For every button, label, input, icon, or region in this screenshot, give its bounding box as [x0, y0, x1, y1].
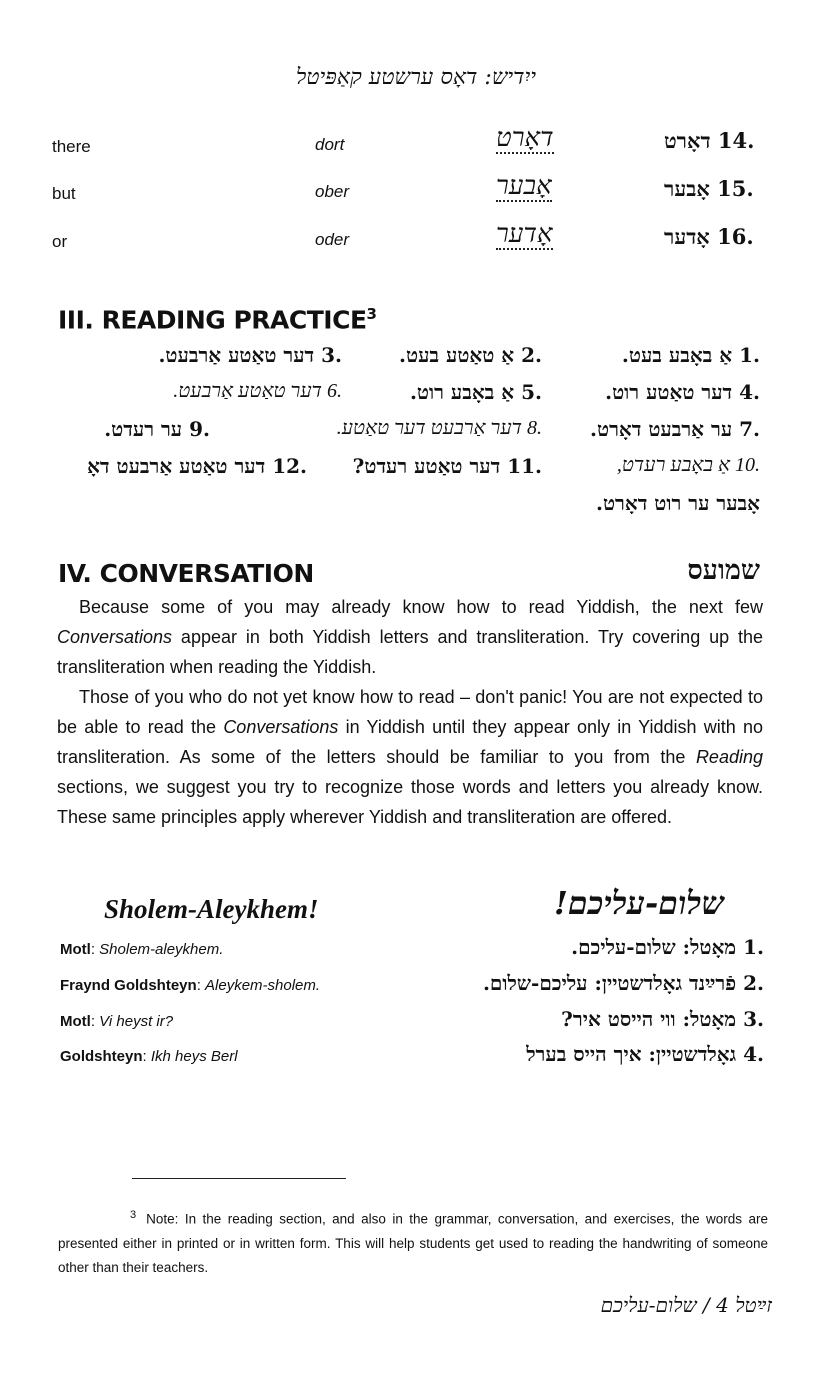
- dialogue-line-hebrew: .2 פֿרײַנד גאָלדשטיין: עליכם-שלום.: [482, 971, 764, 995]
- dialogue-line-hebrew: .1 מאָטל: שלום-עליכם.: [571, 935, 764, 959]
- vocab-english: or: [52, 232, 68, 251]
- reading-item: .11 דער טאַטע רעדט?: [352, 454, 542, 478]
- vocab-translit: oder: [315, 230, 350, 249]
- reading-item-handwritten: .10 אַ באָבע רעדט,: [616, 454, 760, 476]
- vocab-translit: ober: [315, 182, 350, 201]
- conversation-title: IV. CONVERSATION: [58, 559, 314, 588]
- conversation-hebrew-title: שמועס: [687, 555, 760, 586]
- vocab-english: but: [52, 184, 76, 203]
- dialogue-line-hebrew: .3 מאָטל: ווי הייסט איר?: [561, 1007, 764, 1031]
- dialogue-line-english: Motl: Sholem-aleykhem.: [60, 941, 224, 958]
- reading-item: .9 ער רעדט.: [104, 417, 210, 441]
- vocab-script: אָדער: [496, 219, 553, 248]
- dialogue-line-hebrew: .4 גאָלדשטיין: איך הייס בערל: [526, 1042, 764, 1066]
- reading-item: .7 ער אַרבעט דאָרט.: [590, 417, 760, 441]
- reading-item: .3 דער טאַטע אַרבעט.: [158, 343, 342, 367]
- footnote-ref: 3: [366, 305, 377, 323]
- reading-title: III. READING PRACTICE$^3$: [58, 305, 377, 335]
- footnote-mark: 3: [130, 1209, 137, 1221]
- dialogue-title: Sholem-Aleykhem!: [104, 894, 319, 924]
- vocab-script: דאָרט: [496, 123, 554, 152]
- reading-item: .1 אַ באָבע בעט.: [621, 343, 760, 367]
- conversation-paragraph-1: Because some of you may already know how to read Yiddish, the next few Conversations appear in both Yiddish letters and transliteration. Try covering up the transliteration when reading the Yiddish.: [57, 597, 763, 677]
- reading-item: .2 אַ טאַטע בעט.: [399, 343, 542, 367]
- dialogue-line-english: Goldshteyn: Ikh heys Berl: [60, 1048, 238, 1065]
- reading-item: .5 אַ באָבע רוט.: [409, 380, 542, 404]
- vocab-script: אָבער: [496, 171, 552, 200]
- vocab-translit: dort: [315, 135, 345, 154]
- reading-item: .12 דער טאַטע אַרבעט דאָ: [87, 454, 307, 478]
- dialogue-hebrew-title: שלום-עליכם!: [553, 884, 724, 922]
- vocab-english: there: [52, 137, 91, 156]
- footnote-divider: [132, 1178, 346, 1179]
- conversation-paragraph-2: Those of you who do not yet know how to read – don't panic! You are not expected to be able to read the Conversations in Yiddish until they appear only in Yiddish with no transliteration. As some of the letters should be familiar to you from the Reading sections, we suggest you try to recognize those words and letters you already know. These same principles apply wherever Yiddish and transliteration are offered.: [57, 687, 763, 827]
- footnote: $^3$ Note: In the reading section, and also in the grammar, conversation, and exercises, the words are presented either in printed or in written form. This will help students get used to reading the handwriting of someone other than their teachers.: [58, 1209, 768, 1275]
- dialogue-line-english: Fraynd Goldshteyn: Aleykem-sholem.: [60, 977, 321, 994]
- dialogue-line-english: Motl: Vi heyst ir?: [60, 1013, 174, 1030]
- reading-item-continuation: אָבער ער רוט דאָרט.: [595, 491, 760, 515]
- page-header: ייִדיש: דאָס ערשטע קאַפּיטל: [295, 65, 537, 90]
- vocab-hebrew: .14 דאָרט: [664, 128, 755, 153]
- vocab-hebrew: .16 אָדער: [664, 224, 754, 249]
- reading-item-handwritten: .6 דער טאַטע אַרבעט.: [173, 380, 342, 402]
- reading-item-handwritten: .8 דער אַרבעט דער טאַטע.: [336, 417, 542, 439]
- page-footer: זײַטל 4 / שלום-עליכם: [600, 1293, 772, 1317]
- vocab-hebrew: .15 אָבער: [664, 176, 754, 201]
- reading-item: .4 דער טאַטע רוט.: [605, 380, 760, 404]
